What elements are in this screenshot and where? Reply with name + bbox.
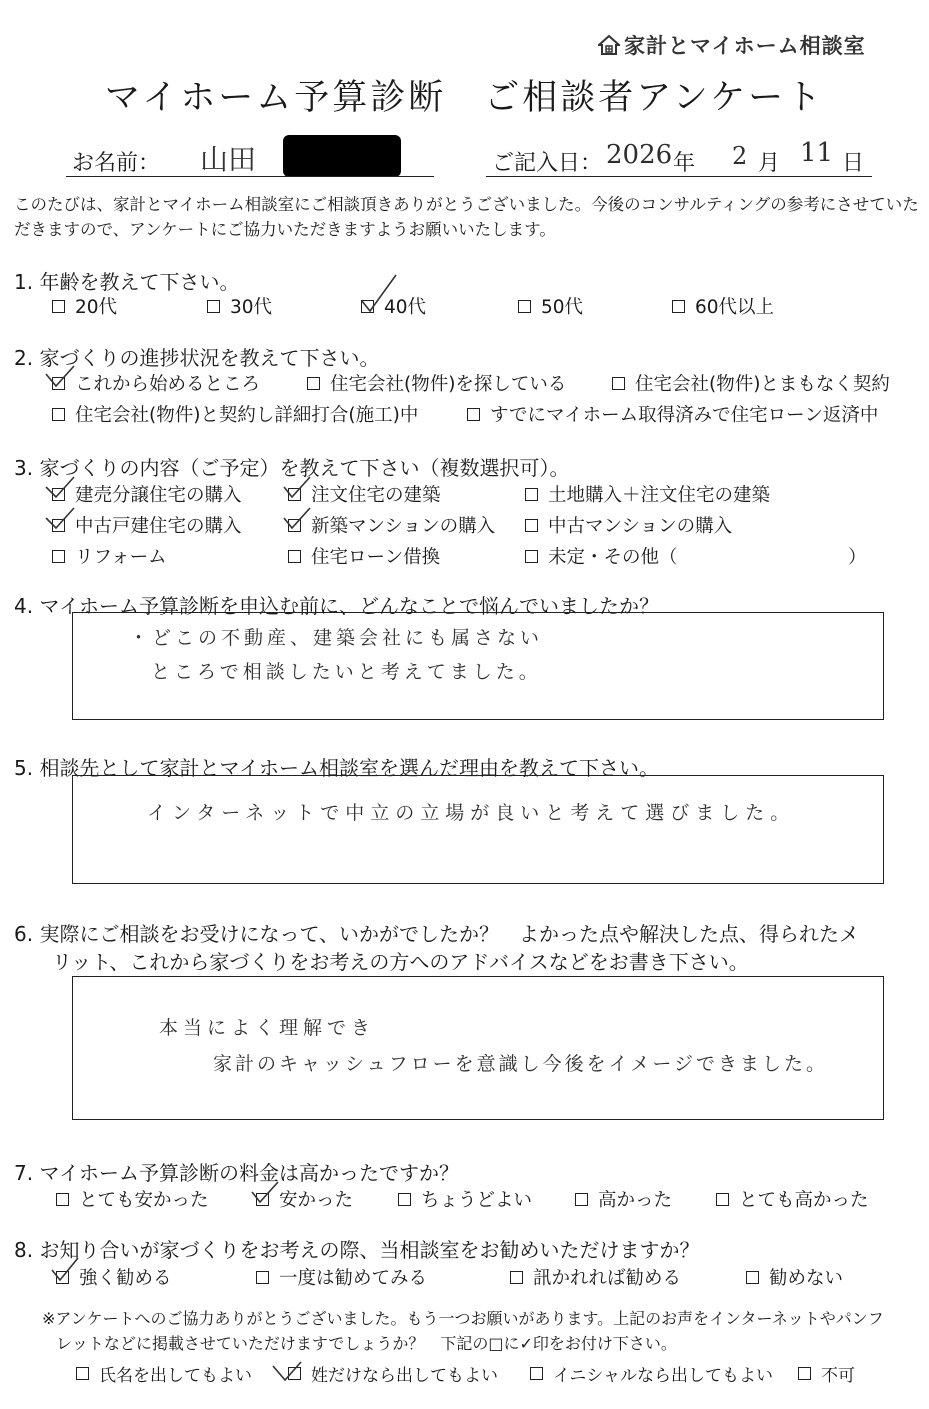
checkbox[interactable] (510, 1271, 523, 1284)
intro-text: このたびは、家計とマイホーム相談室にご相談頂きありがとうございました。今後のコンサルティングの参考にさせていただきますので、アンケートにご協力いただきますようお願いいたします。 (14, 195, 919, 239)
q1-option-20s[interactable]: 20代 (52, 293, 117, 319)
check-icon (286, 510, 312, 534)
q8-option-no[interactable]: 勧めない (746, 1264, 843, 1290)
q1-option-40s[interactable]: 40代 (361, 293, 426, 319)
date-year[interactable]: 2026 (606, 140, 673, 170)
checkbox[interactable] (467, 408, 480, 421)
q1-option-60s-plus[interactable]: 60代以上 (672, 293, 774, 319)
date-underline (486, 176, 872, 177)
q5-answer-line-1: インターネットで中立の立場が良いと考えて選びました。 (147, 802, 796, 824)
q6-answer-line-1: 本当によく理解でき (159, 1017, 376, 1039)
checkbox[interactable] (575, 1193, 588, 1206)
page-title: マイホーム予算診断 ご相談者アンケート (104, 78, 825, 118)
check-icon (50, 479, 76, 503)
redaction-block (283, 135, 401, 177)
publish-option-not-allowed[interactable]: 不可 (798, 1361, 855, 1386)
q7-option-just-right[interactable]: ちょうどよい (398, 1186, 532, 1212)
q3-option-used-house[interactable]: 中古戸建住宅の購入 (52, 512, 242, 538)
q3-option-refinance[interactable]: 住宅ローン借換 (288, 543, 440, 569)
q8-option-if-asked[interactable]: 訊かれれば勧める (510, 1264, 681, 1290)
checkbox[interactable] (716, 1193, 729, 1206)
question-6-line-2: リット、これから家づくりをお考えの方へのアドバイスなどをお書き下さい。 (52, 950, 749, 974)
checkbox[interactable] (256, 1193, 269, 1206)
q7-option-cheap[interactable]: 安かった (256, 1186, 353, 1212)
q5-answer-box[interactable] (72, 775, 884, 884)
checkbox[interactable] (207, 300, 220, 313)
q3-option-land-chumon[interactable]: 土地購入＋注文住宅の建築 (525, 481, 770, 507)
q3-option-chumon[interactable]: 注文住宅の建築 (288, 481, 441, 507)
publish-option-initials[interactable]: イニシャルなら出してもよい (530, 1361, 773, 1386)
date-month[interactable]: 2 (732, 142, 748, 170)
checkbox[interactable] (361, 300, 374, 313)
q4-answer-box[interactable] (72, 612, 884, 720)
q2-option-searching[interactable]: 住宅会社(物件)を探している (307, 370, 566, 396)
house-icon (598, 34, 620, 56)
question-7: 7. マイホーム予算診断の料金は高かったですか？ (14, 1161, 460, 1185)
q4-answer-line-2: ところで相談したいと考えてました。 (151, 661, 542, 683)
question-8: 8. お知り合いが家づくりをお考えの際、当相談室をお勧めいただけますか？ (14, 1238, 700, 1262)
date-year-unit: 年 (673, 151, 696, 176)
q2-option-in-progress[interactable]: 住宅会社(物件)と契約し詳細打合(施工)中 (52, 401, 418, 427)
check-icon (50, 510, 76, 534)
checkbox[interactable] (525, 550, 538, 563)
checkbox[interactable] (52, 488, 65, 501)
checkbox[interactable] (52, 300, 65, 313)
q3-option-used-condo[interactable]: 中古マンションの購入 (525, 512, 732, 538)
date-label: ご記入日： (492, 151, 603, 176)
q3-option-other[interactable]: 未定・その他（ (525, 543, 678, 569)
checkbox[interactable] (518, 300, 531, 313)
checkbox[interactable] (672, 300, 685, 313)
question-3: 3. 家づくりの内容（ご予定）を教えて下さい（複数選択可）。 (14, 456, 570, 480)
name-underline (66, 176, 434, 177)
q6-answer-line-2: 家計のキャッシュフローを意識し今後をイメージできました。 (213, 1053, 829, 1075)
name-label: お名前： (72, 151, 161, 176)
checkbox[interactable] (56, 1193, 69, 1206)
checkbox[interactable] (530, 1367, 543, 1380)
checkbox[interactable] (56, 1271, 69, 1284)
q2-option-repaying[interactable]: すでにマイホーム取得済みで住宅ローン返済中 (467, 401, 878, 427)
question-1: 1. 年齢を教えて下さい。 (14, 270, 240, 294)
checkbox[interactable] (288, 1367, 301, 1380)
q4-answer-line-1: ・どこの不動産、建築会社にも属さない (129, 627, 544, 649)
q8-option-once[interactable]: 一度は勧めてみる (256, 1264, 427, 1290)
checkbox[interactable] (52, 550, 65, 563)
q6-answer-box[interactable] (72, 976, 884, 1120)
date-month-unit: 月 (758, 151, 781, 176)
q7-option-expensive[interactable]: 高かった (575, 1186, 672, 1212)
check-icon (54, 1262, 80, 1286)
checkbox[interactable] (76, 1367, 89, 1380)
name-value[interactable]: 山田 (200, 143, 257, 176)
checkbox[interactable] (288, 519, 301, 532)
checkbox[interactable] (525, 488, 538, 501)
publish-note-line-1: ※アンケートへのご協力ありがとうございました。もう一つお願いがあります。上記のお声をインターネットやパンフ (42, 1309, 884, 1328)
question-6-line-1: 6. 実際にご相談をお受けになって、いかがでしたか？ よかった点や解決した点、得られたメ (14, 922, 860, 946)
checkbox[interactable] (52, 519, 65, 532)
brand-logo (598, 30, 866, 60)
publish-option-full-name[interactable]: 氏名を出してもよい (76, 1361, 252, 1386)
check-icon (360, 273, 400, 315)
checkbox[interactable] (525, 519, 538, 532)
checkbox[interactable] (52, 408, 65, 421)
checkbox[interactable] (612, 377, 625, 390)
checkbox[interactable] (398, 1193, 411, 1206)
check-icon (254, 1184, 280, 1208)
checkbox[interactable] (746, 1271, 759, 1284)
q3-option-tateuri[interactable]: 建売分譲住宅の購入 (52, 481, 242, 507)
q2-option-starting[interactable]: これから始めるところ (52, 370, 260, 396)
question-5: 5. 相談先として家計とマイホーム相談室を選んだ理由を教えて下さい。 (14, 756, 660, 780)
checkbox[interactable] (52, 377, 65, 390)
q7-option-very-expensive[interactable]: とても高かった (716, 1186, 869, 1212)
check-icon (286, 479, 312, 503)
check-icon (50, 368, 76, 392)
check-icon (273, 1362, 303, 1384)
checkbox[interactable] (288, 488, 301, 501)
date-day-unit: 日 (842, 151, 865, 176)
q3-option-new-condo[interactable]: 新築マンションの購入 (288, 512, 495, 538)
brand-name: 家計とマイホーム相談室 (624, 34, 866, 58)
q3-other-close-paren: ） (848, 547, 867, 568)
publish-note-line-2: レットなどに掲載させていただけますでしょうか？ 下記の□に✓印をお付け下さい。 (56, 1334, 677, 1353)
question-2: 2. 家づくりの進捗状況を教えて下さい。 (14, 346, 380, 370)
checkbox[interactable] (288, 550, 301, 563)
publish-option-surname-only[interactable]: 姓だけなら出してもよい (288, 1361, 498, 1386)
q8-option-strongly[interactable]: 強く勧める (56, 1264, 172, 1290)
publish-note (42, 1306, 912, 1356)
question-4: 4. マイホーム予算診断を申込む前に、どんなことで悩んでいましたか？ (14, 594, 660, 618)
date-day[interactable]: 11 (800, 138, 834, 168)
checkbox[interactable] (256, 1271, 269, 1284)
q2-option-contract-soon[interactable]: 住宅会社(物件)とまもなく契約 (612, 370, 890, 396)
q1-option-30s[interactable]: 30代 (207, 293, 272, 319)
q3-option-reform[interactable]: リフォーム (52, 543, 167, 569)
checkbox[interactable] (798, 1367, 811, 1380)
q7-option-very-cheap[interactable]: とても安かった (56, 1186, 209, 1212)
checkbox[interactable] (307, 377, 320, 390)
q1-option-50s[interactable]: 50代 (518, 293, 583, 319)
